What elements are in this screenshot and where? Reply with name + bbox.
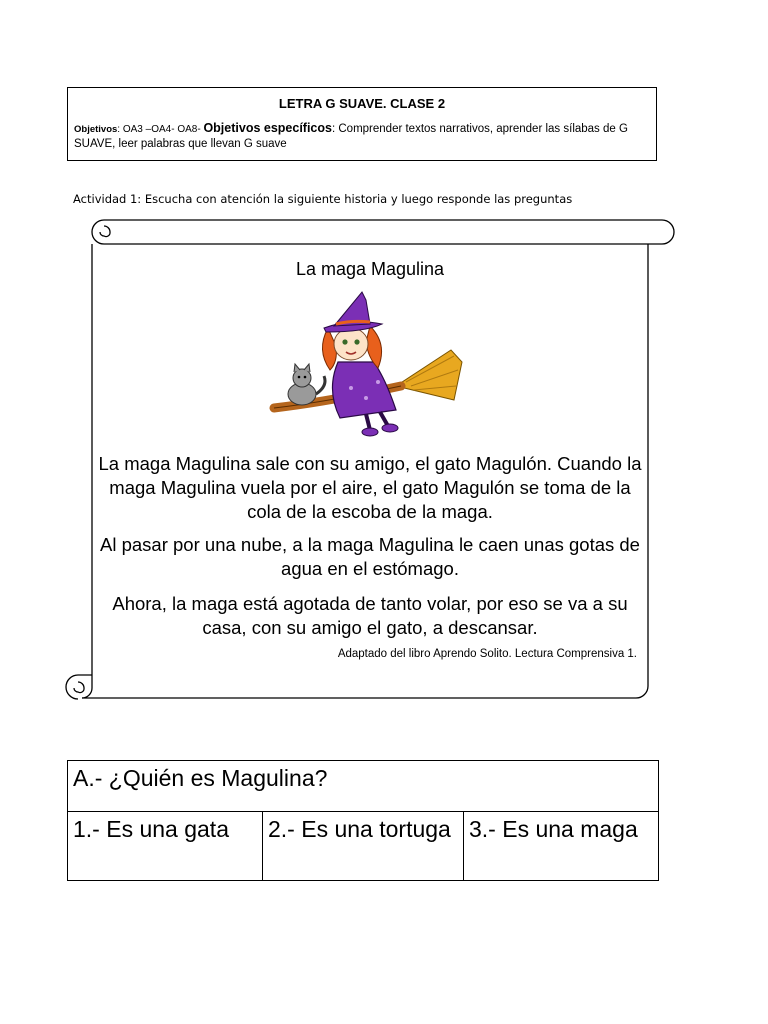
quiz-option-2[interactable]: 2.- Es una tortuga xyxy=(263,812,464,881)
quiz-option-3[interactable]: 3.- Es una maga xyxy=(464,812,659,881)
specific-objectives-label: Objetivos específicos xyxy=(203,121,332,135)
story-paragraph-3: Ahora, la maga está agotada de tanto volar, por eso se va a su casa, con su amigo el gato, a descansar. xyxy=(112,593,628,638)
objectives-codes: : OA3 –OA4- OA8- xyxy=(117,124,204,135)
lesson-title: LETRA G SUAVE. CLASE 2 xyxy=(278,96,446,111)
quiz-table xyxy=(67,760,659,881)
story-title: La maga Magulina xyxy=(295,259,445,279)
objectives-label: Objetivos xyxy=(74,124,118,135)
specific-objectives-text: : Comprender textos narrativos, aprender las sílabas de G SUAVE, leer palabras que llevan G suave xyxy=(74,123,628,150)
story-credit: Adaptado del libro Aprendo Solito. Lectura Comprensiva 1. xyxy=(337,648,637,660)
witch-on-broom-illustration xyxy=(266,290,466,442)
story-paragraph-1: La maga Magulina sale con su amigo, el gato Magulón. Cuando la maga Magulina vuela por el aire, el gato Magulón se toma de la cola de la escoba de la maga. xyxy=(98,453,642,522)
story-paragraph-2: Al pasar por una nube, a la maga Magulina le caen unas gotas de agua en el estómago. xyxy=(100,534,640,579)
activity-instruction: Actividad 1: Escucha con atención la siguiente historia y luego responde las preguntas xyxy=(73,192,573,206)
quiz-question: A.- ¿Quién es Magulina? xyxy=(68,761,659,812)
quiz-option-1[interactable]: 1.- Es una gata xyxy=(68,812,263,881)
